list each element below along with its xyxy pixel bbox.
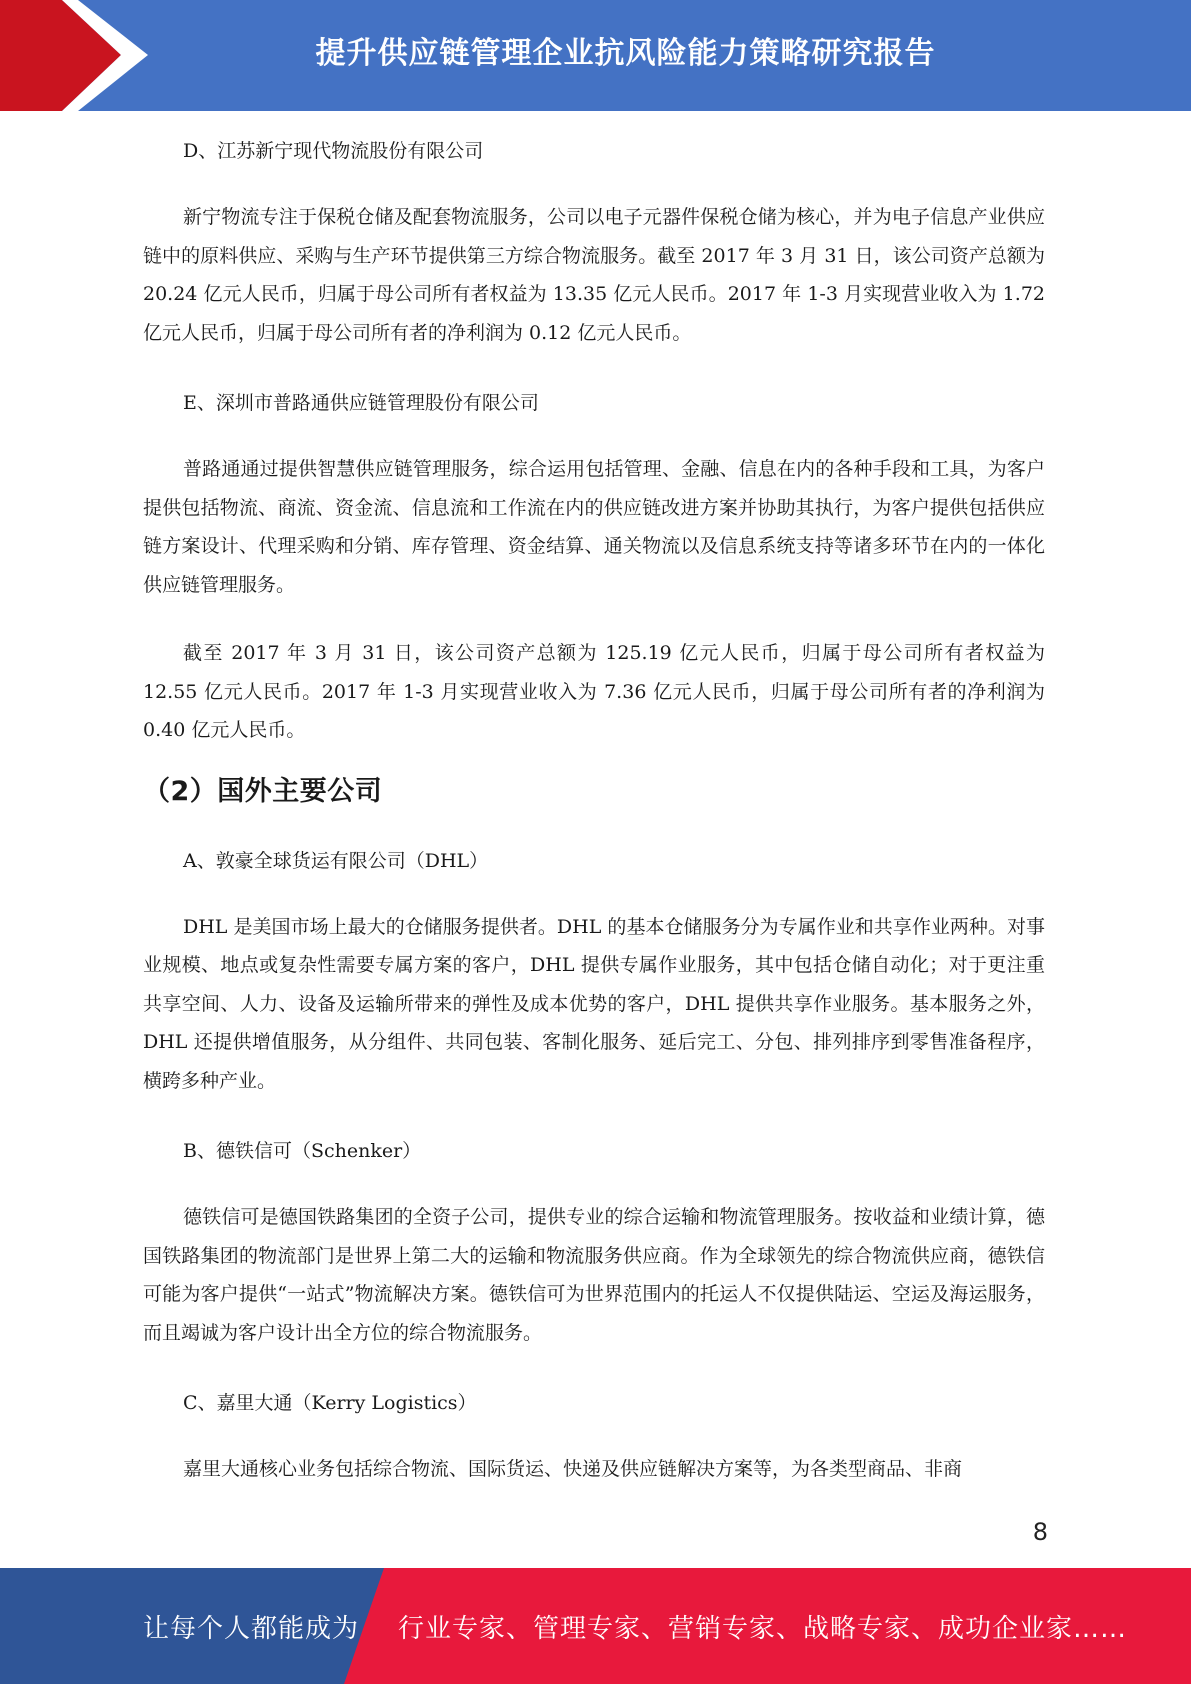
page-number: 8 <box>1032 1518 1048 1546</box>
page-footer <box>0 1568 1191 1684</box>
page-content <box>143 130 1045 1489</box>
footer-slogan-right: 行业专家、管理专家、营销专家、战略专家、成功企业家…… <box>398 1614 1128 1644</box>
company-b-heading: B、德铁信可（Schenker） <box>183 1140 422 1162</box>
company-d-paragraph: 新宁物流专注于保税仓储及配套物流服务，公司以电子元器件保税仓储为核心，并为电子信息产业供应链中的原料供应、采购与生产环节提供第三方综合物流服务。截至 2017 年 3 月 31 日，该公司资产总额为 20.24 亿元人民币，归属于母公司所有者权益为 13.35 亿元人民币。2017 年 1-3 月实现营业收入为 1.72 亿元人民币，归属于母公司所有者的净利润为 0.12 亿元人民币。 <box>143 206 1045 344</box>
company-a-paragraph: DHL 是美国市场上最大的仓储服务提供者。DHL 的基本仓储服务分为专属作业和共享作业两种。对事业规模、地点或复杂性需要专属方案的客户，DHL 提供专属作业服务，其中包括仓储自动化；对于更注重共享空间、人力、设备及运输所带来的弹性及成本优势的客户，DHL 提供共享作业服务。基本服务之外，DHL 还提供增值服务，从分组件、共同包装、客制化服务、延后完工、分包、排列排序到零售准备程序，横跨多种产业。 <box>143 915 1045 1092</box>
section-title-foreign-companies: （2）国外主要公司 <box>143 775 383 807</box>
company-d-heading: D、江苏新宁现代物流股份有限公司 <box>183 140 484 162</box>
company-c-paragraph: 嘉里大通核心业务包括综合物流、国际货运、快递及供应链解决方案等，为各类型商品、非商 <box>183 1458 963 1480</box>
company-e-paragraph-1: 普路通通过提供智慧供应链管理服务，综合运用包括管理、金融、信息在内的各种手段和工具，为客户提供包括物流、商流、资金流、信息流和工作流在内的供应链改进方案并协助其执行，为客户提供包括供应链方案设计、代理采购和分销、库存管理、资金结算、通关物流以及信息系统支持等诸多环节在内的一体化供应链管理服务。 <box>143 458 1045 596</box>
page-header <box>0 0 1191 111</box>
company-c-heading: C、嘉里大通（Kerry Logistics） <box>183 1392 477 1414</box>
company-b-paragraph: 德铁信可是德国铁路集团的全资子公司，提供专业的综合运输和物流管理服务。按收益和业绩计算，德国铁路集团的物流部门是世界上第二大的运输和物流服务供应商。作为全球领先的综合物流供应商，德铁信可能为客户提供“一站式”物流解决方案。德铁信可为世界范围内的托运人不仅提供陆运、空运及海运服务，而且竭诚为客户设计出全方位的综合物流服务。 <box>143 1206 1045 1344</box>
header-arrow-graphic <box>0 0 160 111</box>
company-e-paragraph-2: 截至 2017 年 3 月 31 日，该公司资产总额为 125.19 亿元人民币，归属于母公司所有者权益为 12.55 亿元人民币。2017 年 1-3 月实现营业收入为 7.36 亿元人民币，归属于母公司所有者的净利润为 0.40 亿元人民币。 <box>143 642 1045 741</box>
footer-slogan-left: 让每个人都能成为 <box>143 1614 360 1644</box>
company-e-heading: E、深圳市普路通供应链管理股份有限公司 <box>183 392 539 414</box>
company-a-heading: A、敦豪全球货运有限公司（DHL） <box>183 849 489 872</box>
report-title: 提升供应链管理企业抗风险能力策略研究报告 <box>315 36 936 71</box>
